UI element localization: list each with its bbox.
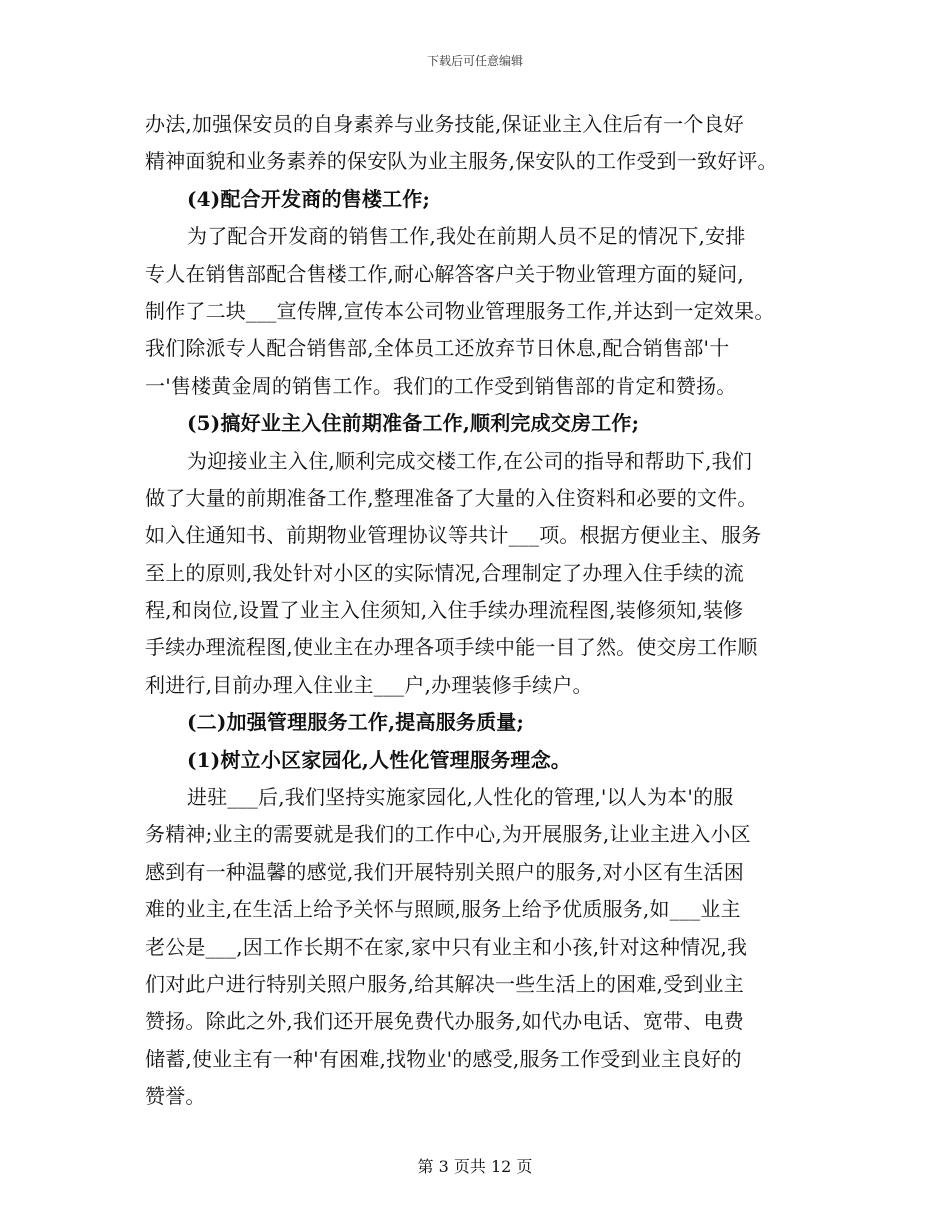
body-text-line: 老公是___,因工作长期不在家,家中只有业主和小孩,针对这种情况,我 — [145, 934, 748, 959]
body-text-line: 为迎接业主入住,顺利完成交楼工作,在公司的指导和帮助下,我们 — [187, 448, 753, 473]
body-text-line: 务精神;业主的需要就是我们的工作中心,为开展服务,让业主进入小区 — [145, 822, 751, 847]
body-text-line: 制作了二块___宣传牌,宣传本公司物业管理服务工作,并达到一定效果。 — [145, 298, 775, 323]
body-text-line: 储蓄,使业主有一种'有困难,找物业'的感受,服务工作受到业主良好的 — [145, 1046, 742, 1071]
body-text-line: 赞誉。 — [145, 1084, 206, 1109]
page-header: 下载后可任意编辑 — [426, 54, 523, 68]
section-heading: (5)搞好业主入住前期准备工作,顺利完成交房工作; — [187, 411, 640, 436]
body-text-line: 如入住通知书、前期物业管理协议等共计___项。根据方便业主、服务 — [145, 523, 762, 548]
body-text-line: 们对此户进行特别关照户服务,给其解决一些生活上的困难,受到业主 — [145, 971, 744, 996]
body-text-line: 难的业主,在生活上给予关怀与照顾,服务上给予优质服务,如___业主 — [145, 897, 741, 922]
document-body — [145, 106, 815, 1116]
body-text-line: 赞扬。除此之外,我们还开展免费代办服务,如代办电话、宽带、电费 — [145, 1009, 744, 1034]
section-heading: (1)树立小区家园化,人性化管理服务理念。 — [187, 747, 572, 772]
body-text-line: 专人在销售部配合售楼工作,耐心解答客户关于物业管理方面的疑问, — [145, 261, 744, 286]
body-text-line: 我们除派专人配合销售部,全体员工还放弃节日休息,配合销售部'十 — [145, 336, 730, 361]
body-text-line: 精神面貌和业务素养的保安队为业主服务,保安队的工作受到一致好评。 — [145, 149, 778, 174]
body-text-line: 为了配合开发商的销售工作,我处在前期人员不足的情况下,安排 — [187, 224, 746, 249]
body-text-line: 手续办理流程图,使业主在办理各项手续中能一目了然。使交房工作顺 — [145, 635, 758, 660]
body-text-line: 利进行,目前办理入住业主___户,办理装修手续户。 — [145, 672, 593, 697]
body-text-line: 办法,加强保安员的自身素养与业务技能,保证业主入住后有一个良好 — [145, 112, 744, 136]
body-text-line: 程,和岗位,设置了业主入住须知,入住手续办理流程图,装修须知,装修 — [145, 598, 744, 623]
body-text-line: 至上的原则,我处针对小区的实际情况,合理制定了办理入住手续的流 — [145, 560, 744, 585]
body-text-line: 做了大量的前期准备工作,整理准备了大量的入住资料和必要的文件。 — [145, 485, 758, 510]
body-text-line: 一'售楼黄金周的销售工作。我们的工作受到销售部的肯定和赞扬。 — [145, 373, 737, 398]
body-text-line: 进驻___后,我们坚持实施家园化,人性化的管理,'以人为本'的服 — [187, 785, 734, 810]
section-heading: (二)加强管理服务工作,提高服务质量; — [187, 710, 525, 735]
section-heading: (4)配合开发商的售楼工作; — [187, 186, 431, 211]
body-text-line: 感到有一种温馨的感觉,我们开展特别关照户的服务,对小区有生活困 — [145, 859, 744, 884]
page-footer: 第 3 页共 12 页 — [417, 1157, 533, 1176]
